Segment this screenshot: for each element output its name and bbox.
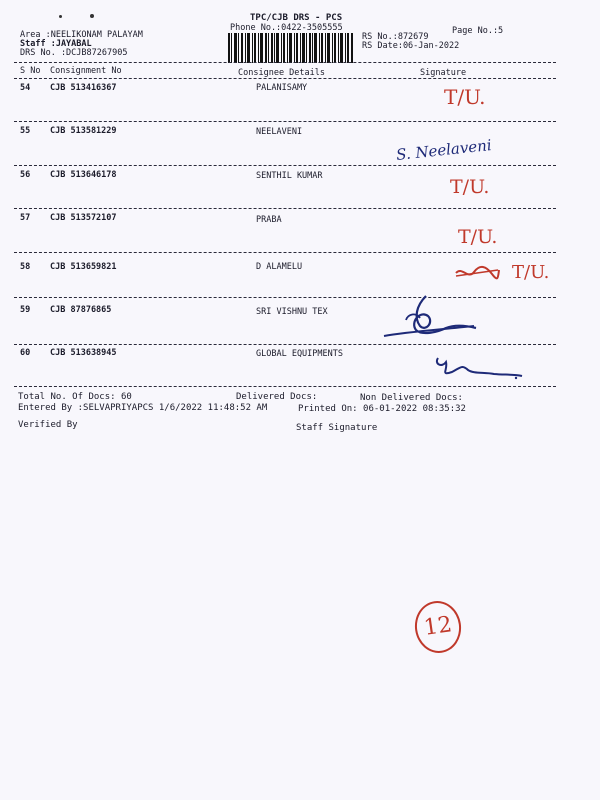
divider [14,344,556,345]
row-consignee: SENTHIL KUMAR [256,171,323,181]
rs-date: RS Date:06-Jan-2022 [362,41,460,51]
divider [14,62,556,63]
row-sno: 56 [20,170,31,180]
document-title: TPC/CJB DRS - PCS [250,13,343,23]
divider [14,386,556,387]
page-number: Page No.:5 [452,26,504,36]
row-signature: T/U. [458,226,498,248]
signature-scribble [432,350,524,380]
row-signature: T/U. [512,262,550,283]
row-consignment: CJB 513659821 [50,262,117,272]
divider [14,208,556,209]
row-sno: 57 [20,213,31,223]
row-consignee: GLOBAL EQUIPMENTS [256,349,343,359]
divider [14,78,556,79]
row-consignee: NEELAVENI [256,127,303,137]
col-consignment: Consignment No [50,66,122,76]
delivered-docs: Delivered Docs: [236,392,318,402]
area-label: Area :NEELIKONAM PALAYAM [20,30,143,40]
row-consignment: CJB 513646178 [50,170,117,180]
row-consignee: PALANISAMY [256,83,308,93]
total-docs: Total No. Of Docs: 60 [18,392,132,402]
rs-number: RS No.:872679 [362,32,429,42]
strike-scribble [454,264,500,282]
verified-by: Verified By [18,420,78,430]
row-consignee: PRABA [256,215,282,225]
divider [14,121,556,122]
barcode [228,33,353,63]
entered-by: Entered By :SELVAPRIYAPCS 1/6/2022 11:48:52 AM [18,403,268,413]
row-consignment: CJB 513572107 [50,213,117,223]
row-consignee: SRI VISHNU TEX [256,307,328,317]
phone-number: Phone No.:0422-3505555 [230,23,343,33]
row-sno: 55 [20,126,31,136]
signature-scribble [376,292,480,344]
row-signature: T/U. [444,85,486,109]
divider [14,252,556,253]
row-consignment: CJB 513416367 [50,83,117,93]
circled-page-annotation [412,598,465,656]
drs-number: DRS No. :DCJB87267905 [20,48,128,58]
row-sno: 58 [20,262,31,272]
divider [14,165,556,166]
col-sno: S No [20,66,41,76]
col-signature: Signature [420,68,467,78]
row-sno: 54 [20,83,31,93]
staff-label: Staff :JAYABAL [20,39,92,49]
row-signature: T/U. [450,176,490,198]
row-consignment: CJB 87876865 [50,305,112,315]
staff-signature: Staff Signature [296,423,378,433]
row-sno: 60 [20,348,31,358]
row-consignment: CJB 513581229 [50,126,117,136]
printed-on: Printed On: 06-01-2022 08:35:32 [298,404,466,414]
row-sno: 59 [20,305,31,315]
scan-speck [90,14,94,18]
circled-number: 12 [422,612,454,641]
scan-speck [59,15,62,18]
non-delivered-docs: Non Delivered Docs: [360,393,463,403]
col-consignee: Consignee Details [238,68,325,78]
row-consignee: D ALAMELU [256,262,303,272]
row-signature: S. Neelaveni [395,136,493,164]
row-consignment: CJB 513638945 [50,348,117,358]
